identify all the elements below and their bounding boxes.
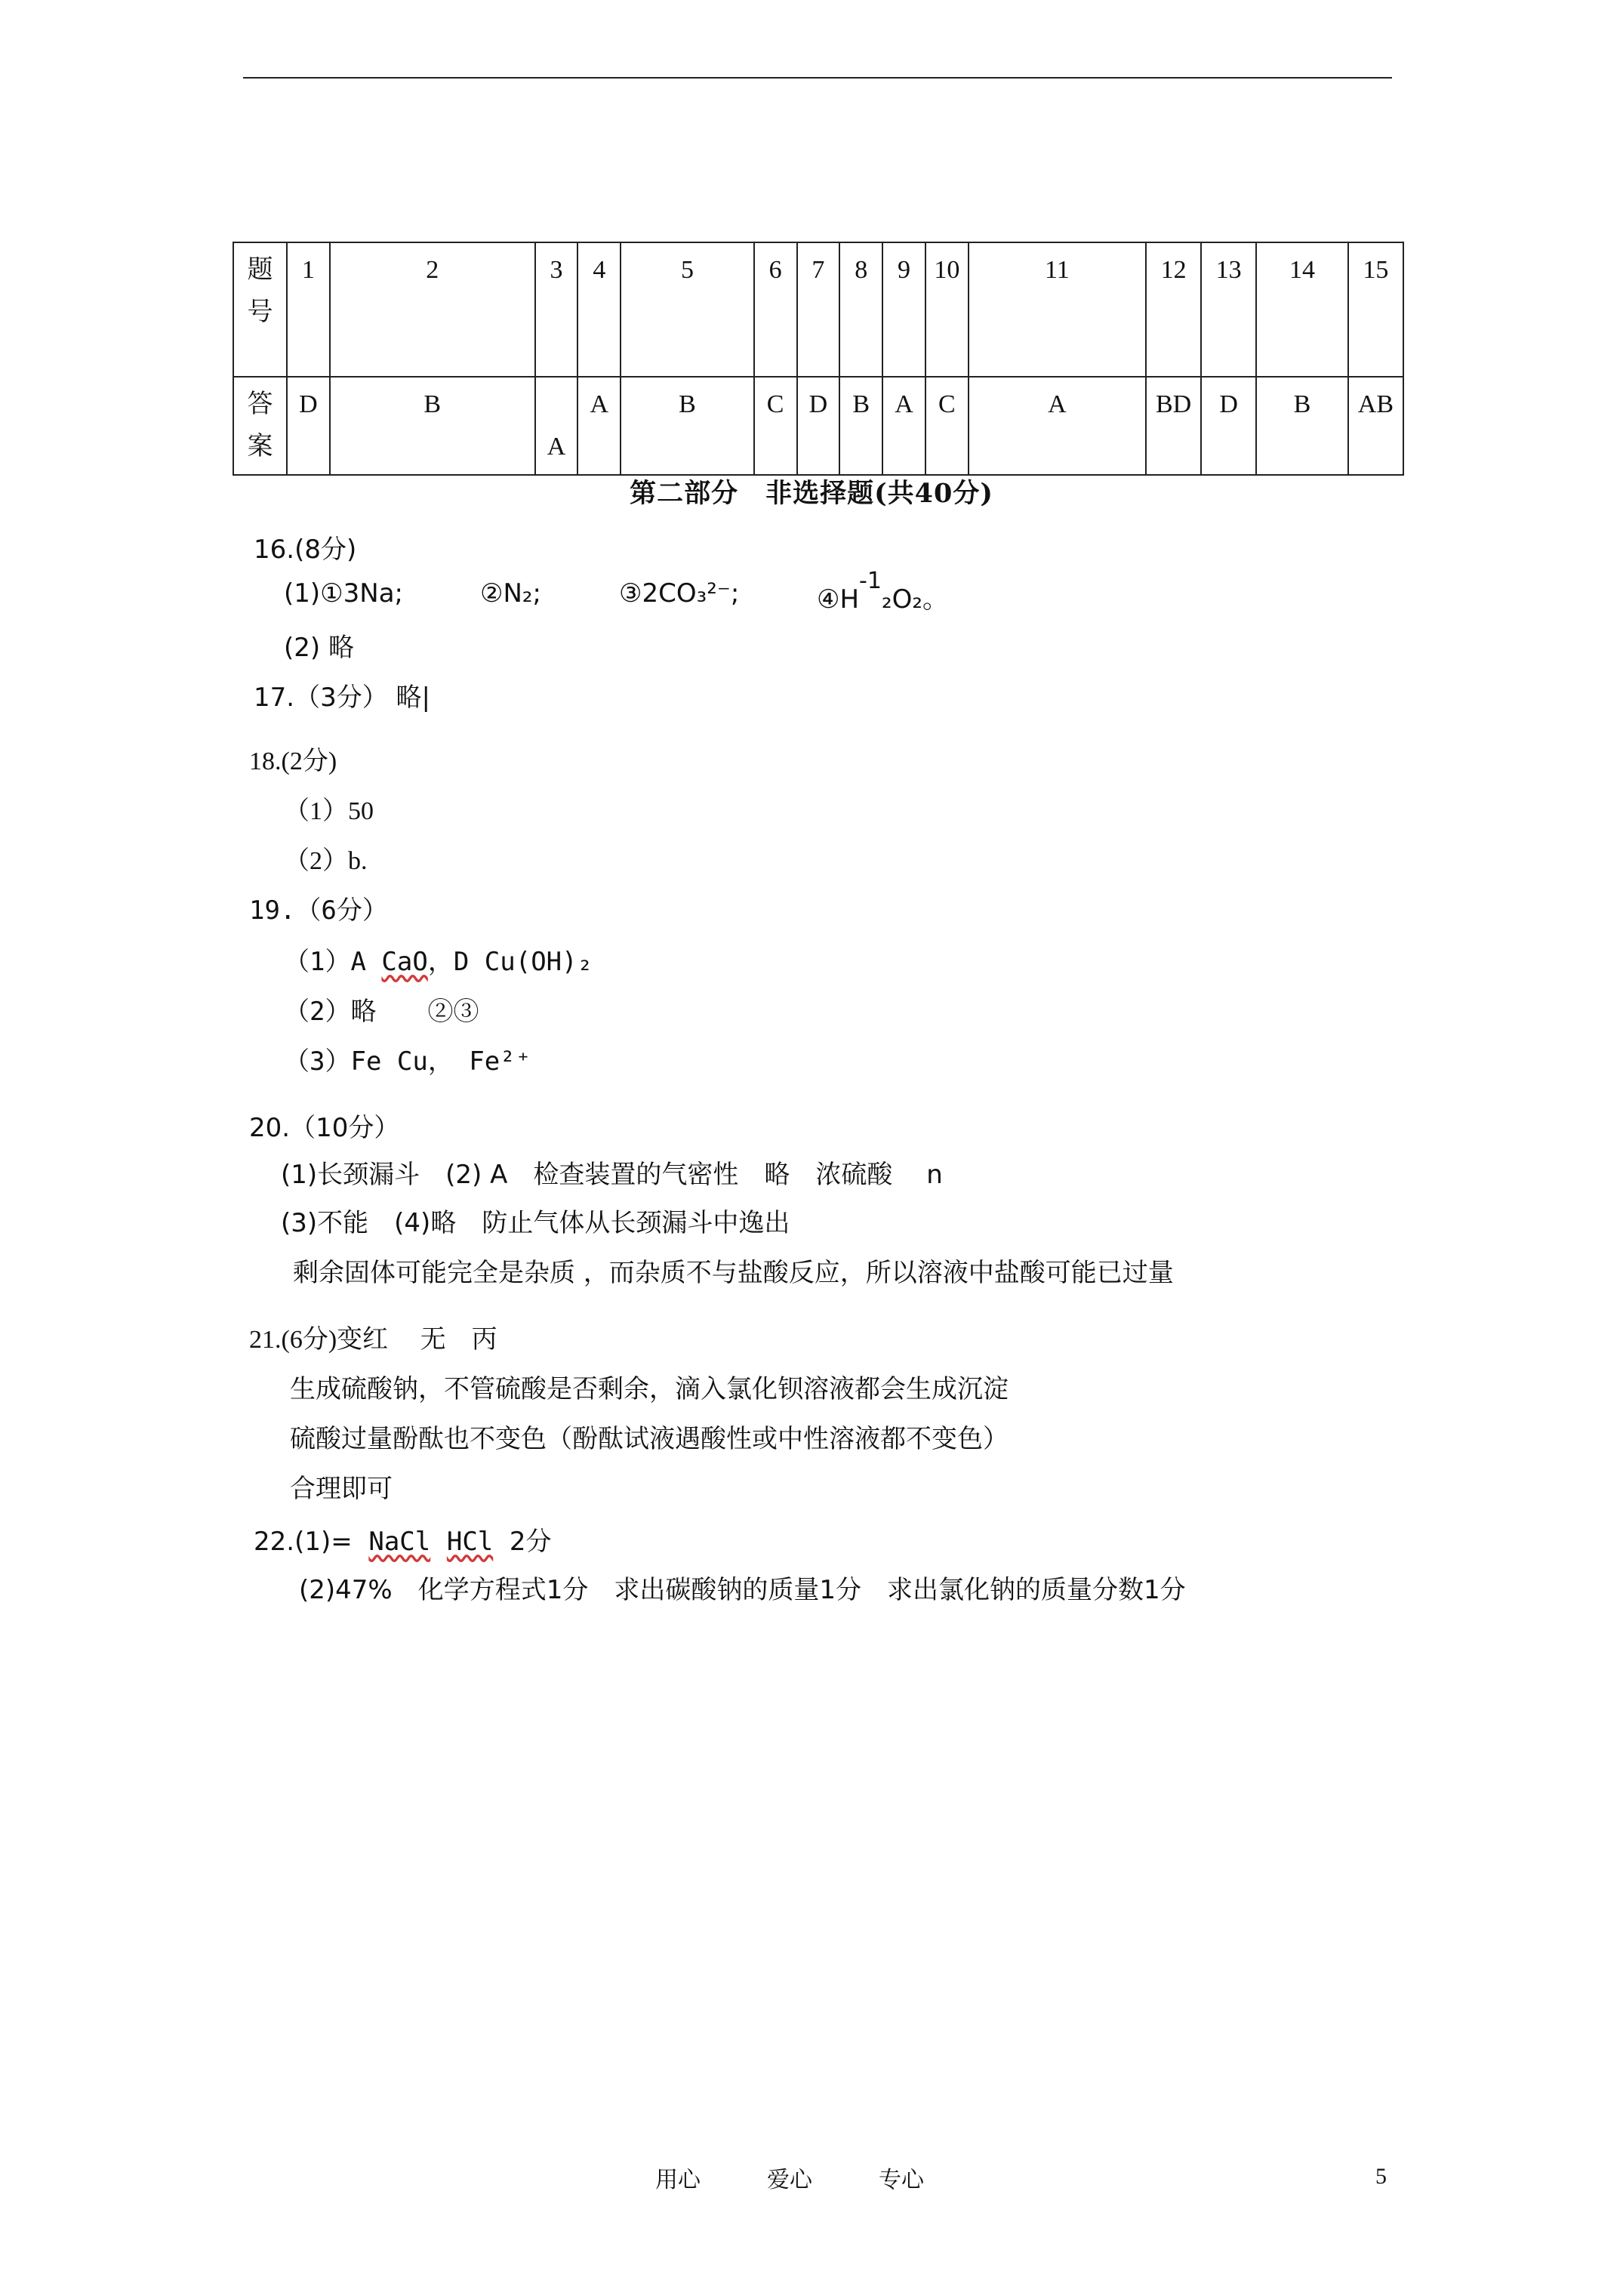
page-number: 5 bbox=[1375, 2164, 1387, 2189]
question-number-row bbox=[233, 242, 1403, 377]
answer-cell: A bbox=[969, 377, 1146, 475]
q16-heading: 16.(8分) bbox=[254, 535, 357, 565]
number-cell: 5 bbox=[621, 242, 754, 377]
q16-valence: -1 bbox=[859, 568, 882, 594]
footer-left: 用心 bbox=[655, 2167, 701, 2193]
number-cell: 3 bbox=[535, 242, 578, 377]
answer-cell: A bbox=[535, 377, 578, 475]
q19-heading: 19.（6分） bbox=[249, 895, 388, 926]
footer-right: 专心 bbox=[879, 2167, 924, 2193]
number-cell: 6 bbox=[754, 242, 797, 377]
section-title: 第二部分 非选择题(共40分) bbox=[630, 478, 993, 509]
q18-heading: 18.(2分) bbox=[249, 747, 337, 775]
q19-part1 bbox=[284, 941, 593, 978]
number-cell: 14 bbox=[1256, 242, 1348, 377]
number-cell: 13 bbox=[1201, 242, 1256, 377]
q22-hcl-word: HCl bbox=[446, 1527, 494, 1557]
number-cell: 8 bbox=[839, 242, 882, 377]
answer-cell: D bbox=[797, 377, 840, 475]
q18-part1: （1）50 bbox=[284, 797, 374, 825]
number-cell: 15 bbox=[1348, 242, 1403, 377]
answer-label-cell: 答案 bbox=[233, 377, 287, 475]
q20-heading: 20.（10分） bbox=[249, 1113, 400, 1143]
q21-part3: 合理即可 bbox=[290, 1475, 393, 1503]
answer-cell: A bbox=[882, 377, 925, 475]
q21-part1: 生成硫酸钠，不管硫酸是否剩余，滴入氯化钡溶液都会生成沉淀 bbox=[290, 1376, 1009, 1404]
q16-part1b: ②N₂; bbox=[480, 578, 541, 609]
q19-part1-post: ，D Cu(OH)₂ bbox=[427, 947, 593, 977]
number-cell: 9 bbox=[882, 242, 925, 377]
q22-part1 bbox=[254, 1521, 552, 1558]
answer-cell: B bbox=[839, 377, 882, 475]
q22-part2: (2)47% 化学方程式1分 求出碳酸钠的质量1分 求出氯化钠的质量分数1分 bbox=[299, 1575, 1186, 1605]
number-cell: 4 bbox=[577, 242, 621, 377]
answer-cell: C bbox=[754, 377, 797, 475]
q21-part2: 硫酸过量酚酞也不变色（酚酞试液遇酸性或中性溶液都不变色） bbox=[290, 1425, 1009, 1453]
number-cell: 7 bbox=[797, 242, 840, 377]
q16-part1: (1)①3Na; bbox=[284, 578, 403, 609]
q17-line: 17.（3分） 略| bbox=[254, 683, 430, 713]
q19-part3: （3）Fe Cu， Fe²⁺ bbox=[284, 1046, 531, 1077]
answer-cell: C bbox=[925, 377, 969, 475]
answer-cell: A bbox=[577, 377, 621, 475]
answer-cell: BD bbox=[1146, 377, 1201, 475]
answer-cell: AB bbox=[1348, 377, 1403, 475]
q22-head: 22.(1)= bbox=[254, 1527, 361, 1557]
answer-cell: B bbox=[330, 377, 535, 475]
q16-part1c: ③2CO₃²⁻; bbox=[619, 578, 740, 609]
q19-part2: （2）略 ②③ bbox=[284, 997, 479, 1027]
answer-row bbox=[233, 377, 1403, 475]
q18-part2: （2）b. bbox=[284, 847, 368, 875]
q20-part1: (1)长颈漏斗 (2) A 检查装置的气密性 略 浓硫酸 n bbox=[281, 1160, 943, 1190]
q19-part1-pre: （1）A bbox=[284, 947, 382, 977]
q16-part1d bbox=[817, 568, 948, 615]
number-cell: 10 bbox=[925, 242, 969, 377]
q22-nacl-word: NaCl bbox=[368, 1527, 431, 1557]
header-label-cell: 题号 bbox=[233, 242, 287, 377]
answer-cell: D bbox=[1201, 377, 1256, 475]
number-cell: 1 bbox=[287, 242, 330, 377]
number-cell: 11 bbox=[969, 242, 1146, 377]
q16-part1d-pre: ④H bbox=[817, 584, 860, 615]
q20-part3: 剩余固体可能完全是杂质 ，而杂质不与盐酸反应，所以溶液中盐酸可能已过量 bbox=[293, 1258, 1174, 1288]
q22-score: 2分 bbox=[509, 1527, 552, 1557]
q16-part1d-post: ₂O₂。 bbox=[881, 584, 948, 615]
answer-table bbox=[233, 242, 1404, 476]
header-rule bbox=[243, 77, 1392, 79]
q16-part2: (2) 略 bbox=[284, 633, 354, 663]
answer-cell: B bbox=[621, 377, 754, 475]
number-cell: 12 bbox=[1146, 242, 1201, 377]
number-cell: 2 bbox=[330, 242, 535, 377]
answer-cell: D bbox=[287, 377, 330, 475]
q20-part2: (3)不能 (4)略 防止气体从长颈漏斗中逸出 bbox=[281, 1208, 790, 1238]
footer-mid: 爱心 bbox=[767, 2167, 812, 2193]
q21-heading: 21.(6分)变红 无 丙 bbox=[249, 1326, 497, 1354]
q19-cao-word: CaO bbox=[381, 947, 428, 977]
answer-cell: B bbox=[1256, 377, 1348, 475]
